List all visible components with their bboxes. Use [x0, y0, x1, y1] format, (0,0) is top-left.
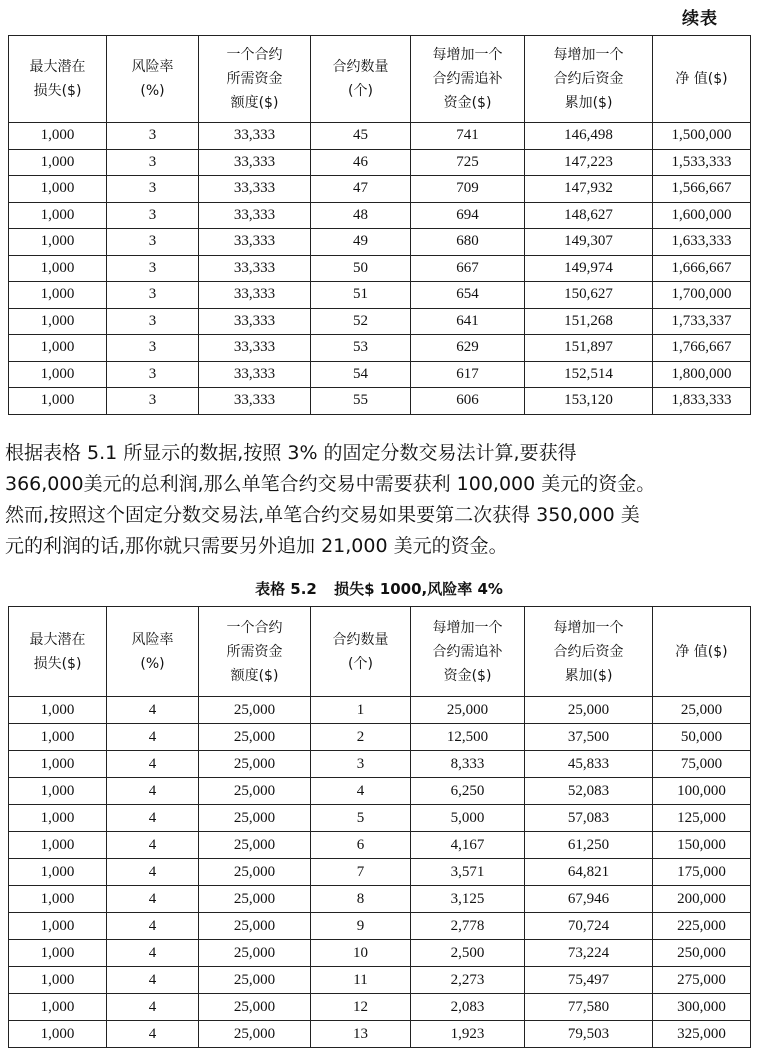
table-cell: 75,000 [653, 751, 751, 778]
table-cell: 1,000 [9, 388, 107, 415]
table-cell: 25,000 [199, 913, 311, 940]
table-row [9, 123, 751, 150]
table-cell: 25,000 [199, 805, 311, 832]
table-row [9, 994, 751, 1021]
table-row [9, 724, 751, 751]
table-cell: 5 [311, 805, 411, 832]
table-cell: 12 [311, 994, 411, 1021]
table-cell: 3,125 [411, 886, 525, 913]
table-cell: 4 [107, 913, 199, 940]
table-cell: 694 [411, 202, 525, 229]
table-cell: 8 [311, 886, 411, 913]
table-cell: 654 [411, 282, 525, 309]
paragraph-line: 366,000美元的总利润,那么单笔合约交易中需要获利 100,000 美元的资金。 [5, 473, 656, 495]
table-cell: 1,000 [9, 751, 107, 778]
table-cell: 606 [411, 388, 525, 415]
col-header-funds-per-contract: 一个合约 所需资金 额度($) [199, 607, 311, 697]
table-cell: 50,000 [653, 724, 751, 751]
table-cell: 57,083 [525, 805, 653, 832]
table-cell: 3,571 [411, 859, 525, 886]
table-cell: 33,333 [199, 335, 311, 362]
table-cell: 25,000 [199, 967, 311, 994]
table-cell: 25,000 [653, 697, 751, 724]
table-cell: 25,000 [199, 940, 311, 967]
table-cell: 3 [107, 361, 199, 388]
table-cell: 25,000 [199, 724, 311, 751]
table-row [9, 886, 751, 913]
table-cell: 6 [311, 832, 411, 859]
table-row [9, 229, 751, 256]
table-cell: 1,500,000 [653, 123, 751, 150]
table-cell: 1,923 [411, 1021, 525, 1048]
table-cell: 1,000 [9, 697, 107, 724]
table-cell: 3 [107, 282, 199, 309]
table-cell: 1,000 [9, 778, 107, 805]
table-cell: 45,833 [525, 751, 653, 778]
table-cell: 25,000 [199, 886, 311, 913]
table-row [9, 1021, 751, 1048]
table-cell: 73,224 [525, 940, 653, 967]
body-paragraph [5, 438, 753, 562]
table-cell: 55 [311, 388, 411, 415]
table-cell: 1,000 [9, 308, 107, 335]
table-cell: 10 [311, 940, 411, 967]
paragraph-line: 元的利润的话,那你就只需要另外追加 21,000 美元的资金。 [5, 535, 508, 557]
col-header-cumulative-funds: 每增加一个 合约后资金 累加($) [525, 607, 653, 697]
table-cell: 25,000 [525, 697, 653, 724]
table-cell: 151,268 [525, 308, 653, 335]
table-cell: 148,627 [525, 202, 653, 229]
table-cell: 33,333 [199, 388, 311, 415]
table-row [9, 335, 751, 362]
table-cell: 152,514 [525, 361, 653, 388]
col-header-max-loss: 最大潜在 损失($) [9, 36, 107, 123]
table-cell: 3 [107, 202, 199, 229]
table-5-2 [8, 606, 751, 1048]
table-cell: 25,000 [199, 751, 311, 778]
table-cell: 680 [411, 229, 525, 256]
table-row [9, 832, 751, 859]
table-cell: 725 [411, 149, 525, 176]
table-cell: 33,333 [199, 229, 311, 256]
table-cell: 147,223 [525, 149, 653, 176]
table-cell: 1,000 [9, 255, 107, 282]
table-cell: 4 [107, 859, 199, 886]
table-cell: 1,000 [9, 123, 107, 150]
table-cell: 1,533,333 [653, 149, 751, 176]
table-cell: 1,800,000 [653, 361, 751, 388]
table-cell: 1,700,000 [653, 282, 751, 309]
table-cell: 4 [107, 832, 199, 859]
table-cell: 2,500 [411, 940, 525, 967]
table-cell: 1,000 [9, 724, 107, 751]
table-row [9, 282, 751, 309]
table-cell: 52 [311, 308, 411, 335]
table-cell: 153,120 [525, 388, 653, 415]
table-cell: 146,498 [525, 123, 653, 150]
table-cell: 12,500 [411, 724, 525, 751]
table-cell: 2 [311, 724, 411, 751]
table-cell: 46 [311, 149, 411, 176]
col-header-risk-rate: 风险率 (%) [107, 36, 199, 123]
table-cell: 77,580 [525, 994, 653, 1021]
table-cell: 67,946 [525, 886, 653, 913]
table-cell: 4 [107, 886, 199, 913]
table-cell: 151,897 [525, 335, 653, 362]
table-cell: 50 [311, 255, 411, 282]
table-row [9, 751, 751, 778]
table-cell: 4 [107, 940, 199, 967]
col-header-additional-funds: 每增加一个 合约需追补 资金($) [411, 607, 525, 697]
table-cell: 1,566,667 [653, 176, 751, 203]
table-cell: 4 [107, 778, 199, 805]
table-cell: 149,307 [525, 229, 653, 256]
table-cell: 1,000 [9, 202, 107, 229]
col-header-net-value: 净 值($) [653, 607, 751, 697]
table-cell: 25,000 [199, 697, 311, 724]
table-cell: 3 [107, 308, 199, 335]
table-row [9, 697, 751, 724]
col-header-max-loss: 最大潜在 损失($) [9, 607, 107, 697]
table-cell: 4 [107, 805, 199, 832]
table-cell: 33,333 [199, 176, 311, 203]
table-cell: 37,500 [525, 724, 653, 751]
table-cell: 2,778 [411, 913, 525, 940]
table-cell: 3 [107, 388, 199, 415]
table-cell: 1,000 [9, 913, 107, 940]
table-cell: 47 [311, 176, 411, 203]
table-cell: 1,000 [9, 859, 107, 886]
table-cell: 1,000 [9, 282, 107, 309]
table-cell: 13 [311, 1021, 411, 1048]
table-cell: 25,000 [199, 778, 311, 805]
table-cell: 33,333 [199, 202, 311, 229]
table-cell: 64,821 [525, 859, 653, 886]
table-cell: 1,000 [9, 994, 107, 1021]
table-row [9, 967, 751, 994]
table-body [9, 123, 751, 415]
table-cell: 641 [411, 308, 525, 335]
table-cell: 1,000 [9, 176, 107, 203]
table-cell: 3 [107, 335, 199, 362]
table-cell: 300,000 [653, 994, 751, 1021]
table-cell: 48 [311, 202, 411, 229]
table-cell: 225,000 [653, 913, 751, 940]
table-cell: 25,000 [199, 994, 311, 1021]
table-cell: 125,000 [653, 805, 751, 832]
table-cell: 150,627 [525, 282, 653, 309]
table-cell: 1,000 [9, 886, 107, 913]
table-cell: 4 [311, 778, 411, 805]
table-cell: 33,333 [199, 361, 311, 388]
table-cell: 33,333 [199, 308, 311, 335]
col-header-funds-per-contract: 一个合约 所需资金 额度($) [199, 36, 311, 123]
table-cell: 3 [311, 751, 411, 778]
table-row [9, 778, 751, 805]
table-cell: 8,333 [411, 751, 525, 778]
table-cell: 54 [311, 361, 411, 388]
table-cell: 61,250 [525, 832, 653, 859]
table-row [9, 176, 751, 203]
paragraph-line: 然而,按照这个固定分数交易法,单笔合约交易如果要第二次获得 350,000 美 [5, 504, 640, 526]
table-row [9, 913, 751, 940]
table-cell: 4,167 [411, 832, 525, 859]
table-body [9, 697, 751, 1048]
table-cell: 1,000 [9, 805, 107, 832]
table-cell: 4 [107, 967, 199, 994]
table-cell: 2,083 [411, 994, 525, 1021]
table-row [9, 361, 751, 388]
table-row [9, 388, 751, 415]
table-cell: 175,000 [653, 859, 751, 886]
table-cell: 1,000 [9, 940, 107, 967]
table-row [9, 805, 751, 832]
table-cell: 25,000 [199, 1021, 311, 1048]
table-cell: 3 [107, 176, 199, 203]
table-header-row [9, 607, 751, 697]
table-cell: 7 [311, 859, 411, 886]
table-cell: 1,733,337 [653, 308, 751, 335]
table-cell: 1,766,667 [653, 335, 751, 362]
continued-table-label: 续表 [682, 9, 718, 29]
table-cell: 617 [411, 361, 525, 388]
table-cell: 4 [107, 1021, 199, 1048]
table-cell: 667 [411, 255, 525, 282]
table-cell: 33,333 [199, 282, 311, 309]
table-cell: 1,000 [9, 149, 107, 176]
table-cell: 79,503 [525, 1021, 653, 1048]
paragraph-line: 根据表格 5.1 所显示的数据,按照 3% 的固定分数交易法计算,要获得 [5, 442, 577, 464]
table-cell: 275,000 [653, 967, 751, 994]
table-cell: 149,974 [525, 255, 653, 282]
table-row [9, 308, 751, 335]
table-cell: 4 [107, 724, 199, 751]
table-cell: 250,000 [653, 940, 751, 967]
table-cell: 1,666,667 [653, 255, 751, 282]
col-header-cumulative-funds: 每增加一个 合约后资金 累加($) [525, 36, 653, 123]
table-cell: 25,000 [199, 859, 311, 886]
table-cell: 9 [311, 913, 411, 940]
table-cell: 1,833,333 [653, 388, 751, 415]
col-header-contract-count: 合约数量 (个) [311, 36, 411, 123]
col-header-contract-count: 合约数量 (个) [311, 607, 411, 697]
table-cell: 4 [107, 697, 199, 724]
col-header-risk-rate: 风险率 (%) [107, 607, 199, 697]
table-cell: 1,000 [9, 335, 107, 362]
table-cell: 3 [107, 229, 199, 256]
table-cell: 1,000 [9, 1021, 107, 1048]
table-cell: 3 [107, 255, 199, 282]
table-cell: 53 [311, 335, 411, 362]
table-cell: 2,273 [411, 967, 525, 994]
table-cell: 33,333 [199, 255, 311, 282]
table-cell: 325,000 [653, 1021, 751, 1048]
table-row [9, 940, 751, 967]
table-row [9, 202, 751, 229]
table-cell: 147,932 [525, 176, 653, 203]
table-cell: 5,000 [411, 805, 525, 832]
table-cell: 741 [411, 123, 525, 150]
table-cell: 1,000 [9, 832, 107, 859]
table-cell: 75,497 [525, 967, 653, 994]
table-cell: 49 [311, 229, 411, 256]
table-cell: 70,724 [525, 913, 653, 940]
col-header-additional-funds: 每增加一个 合约需追补 资金($) [411, 36, 525, 123]
table-cell: 1,633,333 [653, 229, 751, 256]
table-cell: 1,600,000 [653, 202, 751, 229]
table-cell: 4 [107, 751, 199, 778]
table-cell: 150,000 [653, 832, 751, 859]
table-cell: 45 [311, 123, 411, 150]
table-cell: 4 [107, 994, 199, 1021]
table-cell: 11 [311, 967, 411, 994]
table-header-row [9, 36, 751, 123]
table-row [9, 859, 751, 886]
table-cell: 100,000 [653, 778, 751, 805]
table-cell: 52,083 [525, 778, 653, 805]
table-cell: 6,250 [411, 778, 525, 805]
table-caption-number: 表格 5.2 [255, 580, 317, 598]
table-cell: 1 [311, 697, 411, 724]
table-cell: 629 [411, 335, 525, 362]
table-cell: 33,333 [199, 123, 311, 150]
table-cell: 25,000 [199, 832, 311, 859]
col-header-net-value: 净 值($) [653, 36, 751, 123]
table-cell: 3 [107, 149, 199, 176]
table-row [9, 149, 751, 176]
table-row [9, 255, 751, 282]
table-cell: 709 [411, 176, 525, 203]
table-cell: 1,000 [9, 361, 107, 388]
table-5-1-continued [8, 35, 751, 415]
table-cell: 1,000 [9, 229, 107, 256]
table-cell: 51 [311, 282, 411, 309]
table-cell: 33,333 [199, 149, 311, 176]
table-caption-title: 损失$ 1000,风险率 4% [334, 580, 503, 598]
table-cell: 3 [107, 123, 199, 150]
table-cell: 200,000 [653, 886, 751, 913]
table-cell: 25,000 [411, 697, 525, 724]
table-cell: 1,000 [9, 967, 107, 994]
table-caption [0, 578, 758, 599]
